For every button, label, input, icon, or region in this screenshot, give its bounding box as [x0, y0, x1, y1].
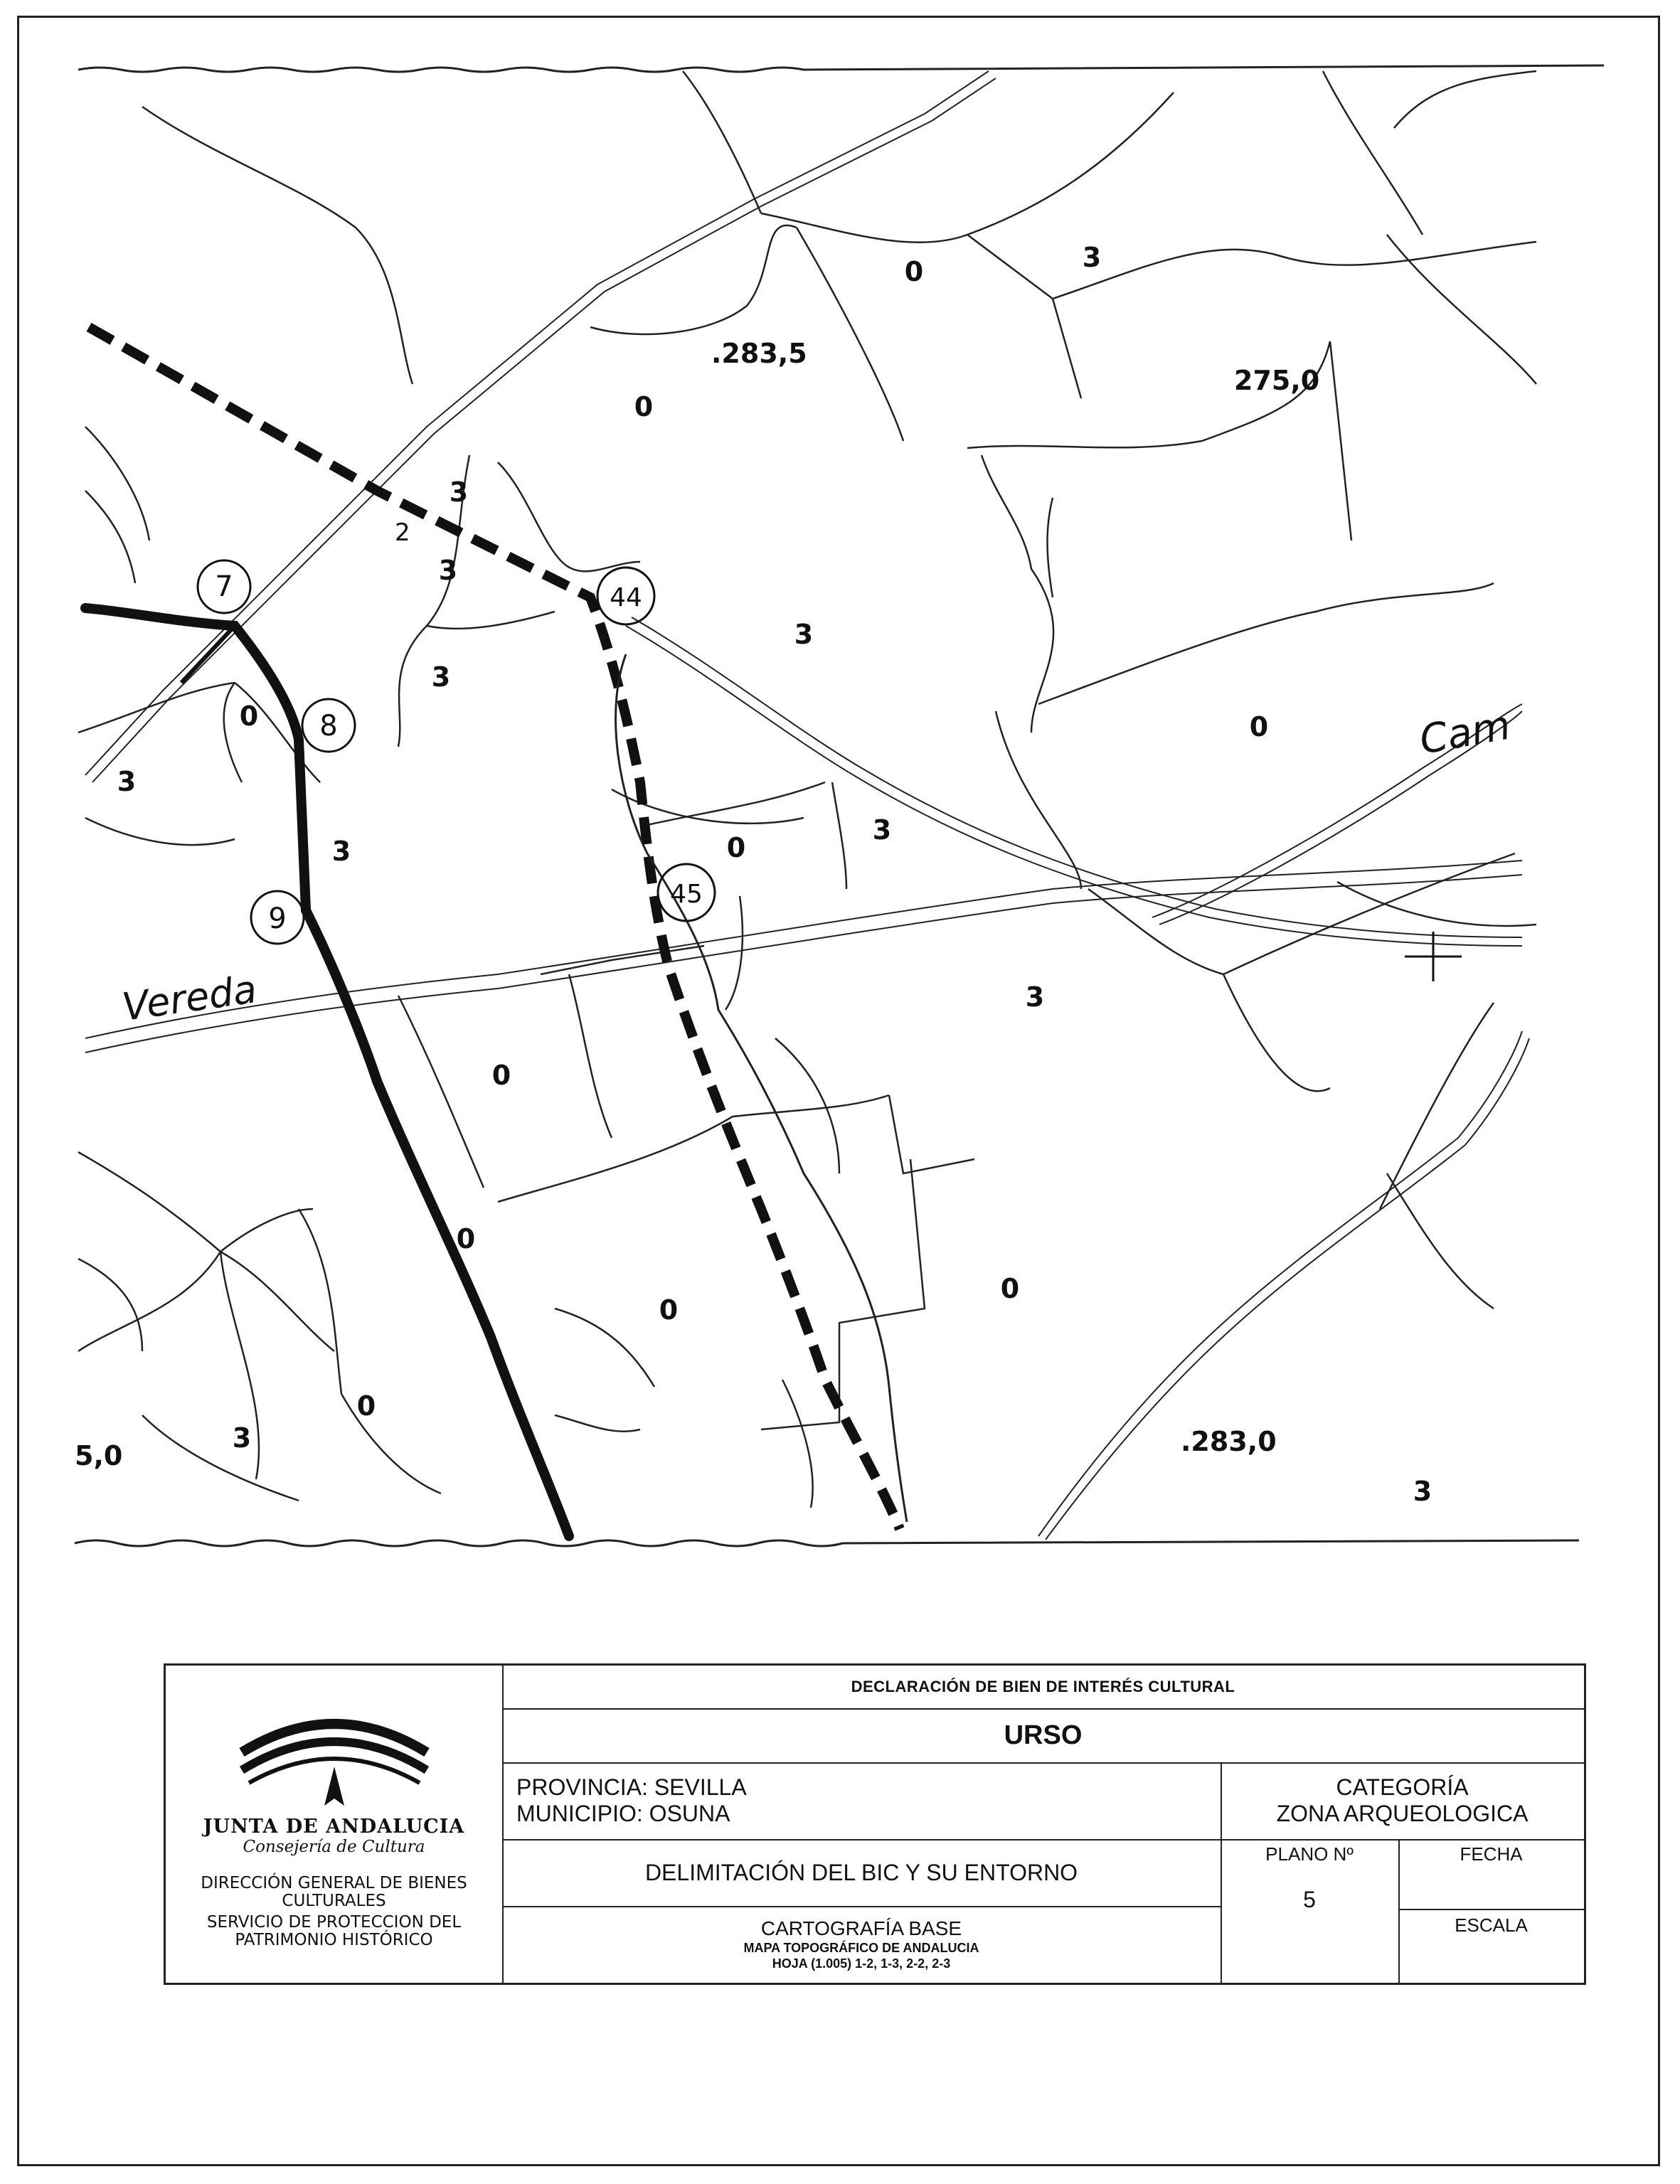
crossing-marker — [1405, 932, 1462, 981]
site-name-row — [502, 1708, 1584, 1764]
logo-panel — [166, 1666, 504, 1983]
elevation-283-0: .283,0 — [1181, 1426, 1277, 1457]
org-line-1: DIRECCIÓN GENERAL DE BIENES CULTURALES — [201, 1873, 467, 1911]
parcel-code: 3 — [449, 476, 469, 508]
point-8-label: 8 — [319, 710, 338, 742]
cartografia-label: CARTOGRAFÍA BASE — [760, 1917, 962, 1939]
plano-value: 5 — [1303, 1887, 1316, 1912]
subject-text: DELIMITACIÓN DEL BIC Y SU ENTORNO — [644, 1859, 1078, 1885]
fecha-label: FECHA — [1460, 1843, 1523, 1865]
parcel-code: 3 — [232, 1422, 252, 1454]
logo-name: JUNTA DE ANDALUCIA — [203, 1815, 465, 1838]
plano-cell — [1221, 1839, 1400, 1983]
cartografia-line2: HOJA (1.005) 1-2, 1-3, 2-2, 2-3 — [772, 1956, 951, 1971]
categoria-label: CATEGORÍA — [1336, 1774, 1469, 1800]
escala-cell — [1398, 1909, 1584, 1983]
site-name: URSO — [1004, 1720, 1083, 1750]
point-9-label: 9 — [268, 902, 287, 935]
plano-label: PLANO Nº — [1265, 1843, 1354, 1865]
map-bottom-border — [75, 1540, 1579, 1546]
parcel-code: 3 — [331, 836, 351, 867]
entorno-inner-edge — [616, 654, 907, 1522]
elevation-283-5: .283,5 — [711, 338, 807, 369]
parcel-code: 0 — [726, 832, 746, 863]
point-45-label: 45 — [670, 880, 703, 909]
map-top-border — [78, 65, 1604, 72]
parcel-code: 0 — [1249, 711, 1269, 742]
junta-andalucia-logo — [228, 1699, 441, 1813]
parcel-code: 3 — [1413, 1476, 1432, 1507]
provincia: PROVINCIA: SEVILLA — [516, 1774, 747, 1800]
escala-label: ESCALA — [1455, 1914, 1528, 1936]
parcel-code: 0 — [491, 1060, 511, 1091]
parcel-code: 0 — [904, 256, 924, 287]
parcel-code: 0 — [634, 391, 654, 422]
header-text: DECLARACIÓN DE BIEN DE INTERÉS CULTURAL — [851, 1678, 1235, 1695]
cartografia-line1: MAPA TOPOGRÁFICO DE ANDALUCIA — [743, 1940, 979, 1955]
parcel-code: 0 — [239, 701, 259, 732]
parcel-code: 3 — [1082, 242, 1102, 273]
point-7-label: 7 — [215, 570, 233, 603]
category-cell — [1221, 1762, 1584, 1841]
parcel-code: 3 — [872, 814, 892, 846]
org-line-2: SERVICIO DE PROTECCION DEL PATRIMONIO HISTÓRICO — [206, 1912, 462, 1949]
elevation-275-0: 275,0 — [1234, 365, 1320, 396]
point-44-label: 44 — [610, 583, 642, 612]
cartografia-cell — [502, 1906, 1222, 1983]
parcel-code: 3 — [1025, 981, 1045, 1013]
subject-cell — [502, 1839, 1222, 1907]
parcel-code: 0 — [659, 1294, 679, 1326]
fecha-cell — [1398, 1839, 1584, 1910]
parcel-code: 0 — [456, 1223, 476, 1255]
parcel-code: 3 — [117, 766, 137, 797]
header-row — [502, 1666, 1584, 1710]
parcel-code: 3 — [794, 619, 814, 650]
elevation-5-0: 5,0 — [75, 1440, 123, 1471]
categoria-value: ZONA ARQUEOLOGICA — [1276, 1801, 1529, 1826]
municipio: MUNICIPIO: OSUNA — [516, 1801, 730, 1826]
logo-subtitle: Consejería de Cultura — [243, 1837, 425, 1856]
title-block — [164, 1663, 1586, 1985]
bic-boundary-solid-branch — [181, 626, 235, 683]
cadastral-2-label: 2 — [395, 518, 410, 547]
parcel-code: 0 — [356, 1390, 376, 1422]
parcel-code: 0 — [1000, 1273, 1020, 1304]
parcel-code: 3 — [438, 555, 458, 586]
location-cell — [502, 1762, 1222, 1841]
camino-label: Cam — [1416, 702, 1514, 764]
parcel-code: 3 — [431, 661, 451, 693]
vereda-label: Vereda — [119, 966, 260, 1030]
